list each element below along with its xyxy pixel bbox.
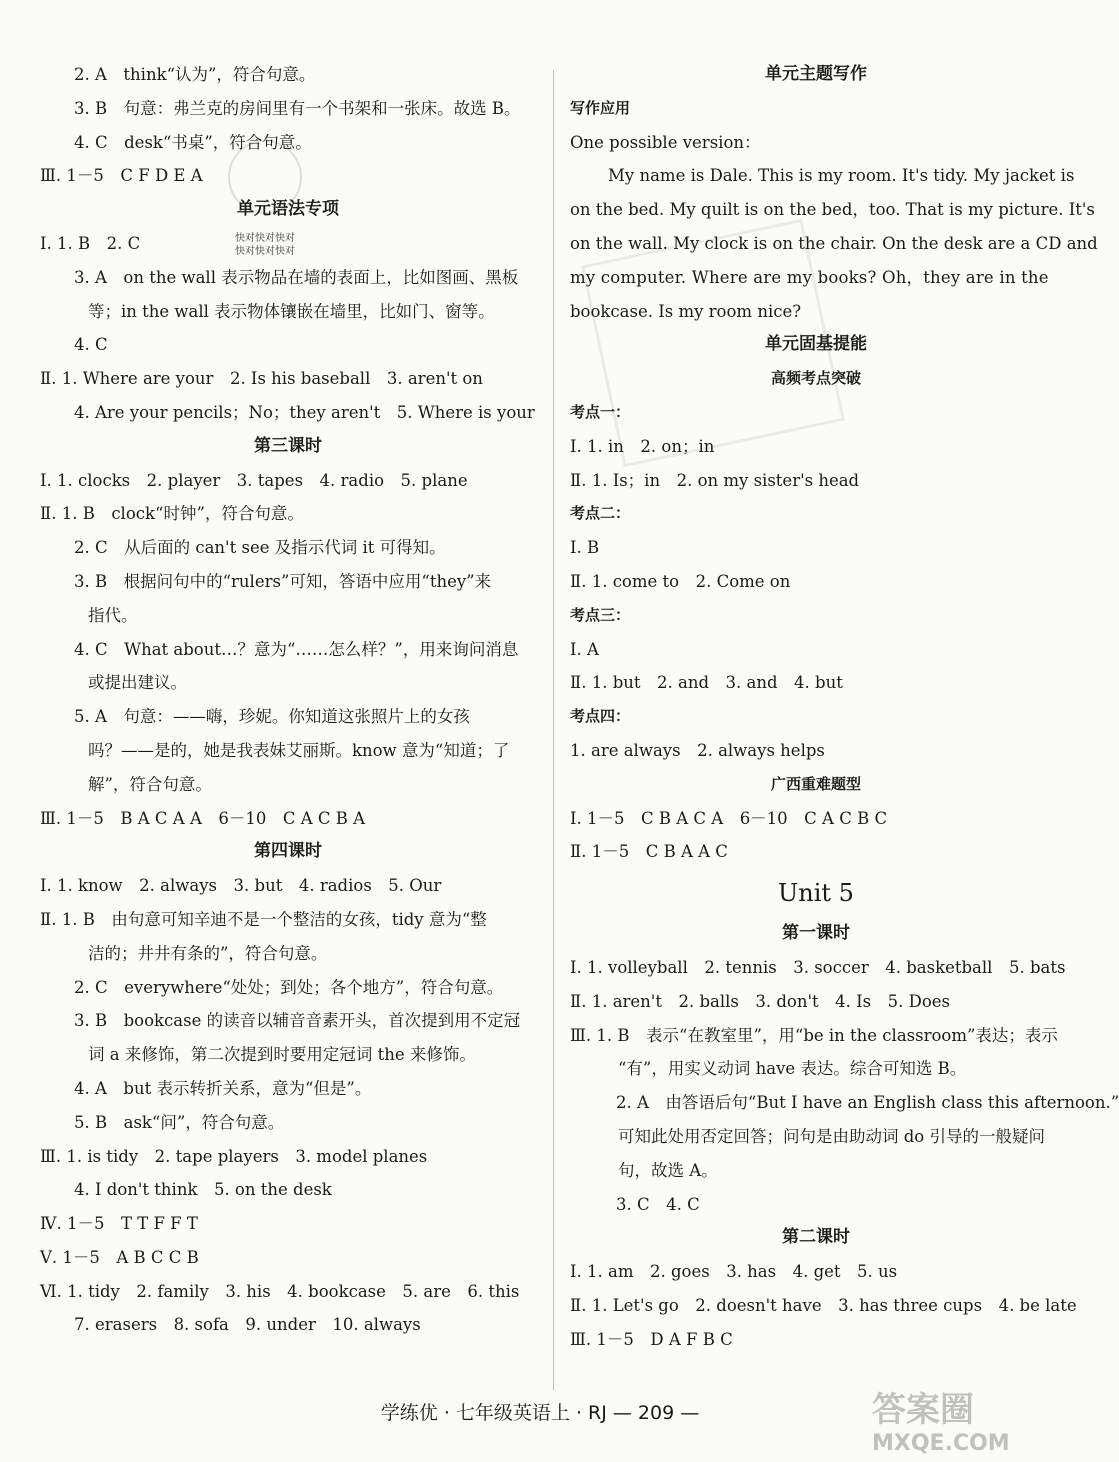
left-line: 4. C What about…？意为“……怎么样？”，用来询问消息 (74, 639, 519, 659)
right-line: Ⅱ. 1. aren't 2. balls 3. don't 4. Is 5. Does (570, 991, 951, 1011)
right-line: 考点三： (570, 605, 631, 624)
left-line: Ⅱ. 1. Where are your 2. Is his baseball 3. aren't on (40, 369, 483, 389)
right-line: 单元固基提能 (765, 334, 867, 355)
right-line: on the wall. My clock is on the chair. On the desk are a CD and (570, 233, 1098, 253)
left-line: 第四课时 (254, 841, 322, 862)
column-divider (553, 70, 554, 1390)
left-line: Ⅱ. 1. B clock“时钟”，符合句意。 (40, 504, 304, 524)
right-line: Ⅱ. 1. Let's go 2. doesn't have 3. has three cups 4. be late (570, 1295, 1077, 1315)
left-line: 洁的；井井有条的”，符合句意。 (88, 943, 328, 963)
right-line: Ⅰ. B (570, 538, 600, 558)
left-line: 4. I don't think 5. on the desk (74, 1180, 332, 1200)
watermark-line-1: 快对快对快对 (235, 233, 295, 244)
right-line: Ⅲ. 1－5 D A F B C (570, 1329, 733, 1349)
site-watermark-logo-icon (872, 1382, 1062, 1456)
right-line: 第二课时 (782, 1227, 850, 1248)
right-line: Ⅲ. 1. B 表示“在教室里”，用“be in the classroom”表达；表示 (570, 1025, 1058, 1045)
left-line: Ⅲ. 1. is tidy 2. tape players 3. model planes (40, 1146, 428, 1166)
left-line: 等；in the wall 表示物体镶嵌在墙里，比如门、窗等。 (88, 301, 495, 321)
left-column (40, 58, 536, 1342)
right-line: 高频考点突破 (770, 369, 861, 388)
right-line: Ⅰ. 1－5 C B A C A 6－10 C A C B C (570, 808, 888, 828)
left-line: Ⅵ. 1. tidy 2. family 3. his 4. bookcase 5. are 6. this (40, 1281, 520, 1301)
right-line: 写作应用 (570, 98, 631, 117)
right-line: Ⅱ. 1. but 2. and 3. and 4. but (570, 673, 843, 693)
right-line: 考点四： (570, 707, 631, 726)
right-line: Ⅱ. 1－5 C B A A C (570, 842, 728, 862)
left-line: 3. B 句意：弗兰克的房间里有一个书架和一张床。故选 B。 (74, 98, 521, 118)
left-line: 5. A 句意：——嗨，珍妮。你知道这张照片上的女孩 (74, 707, 470, 727)
right-line: “有”，用实义动词 have 表达。综合可知选 B。 (618, 1059, 967, 1079)
left-line: 5. B ask“问”，符合句意。 (74, 1112, 285, 1132)
right-line: my computer. Where are my books? Oh，they are in the (570, 267, 1049, 287)
right-line: Ⅰ. 1. in 2. on；in (570, 436, 715, 456)
left-line: 2. C 从后面的 can't see 及指示代词 it 可得知。 (74, 538, 446, 558)
left-line: Ⅳ. 1－5 T T F F T (40, 1214, 198, 1234)
left-line: 4. Are your pencils；No；they aren't 5. Where is your (74, 402, 535, 422)
left-line: 吗？——是的，她是我表妹艾丽斯。know 意为“知道；了 (88, 740, 510, 760)
right-line: Ⅰ. 1. volleyball 2. tennis 3. soccer 4. basketball 5. bats (570, 957, 1066, 977)
right-line: 2. A 由答语后句“But I have an English class this afternoon.” (616, 1093, 1119, 1113)
site-watermark-text-2: MXQE.COM (872, 1431, 1010, 1456)
left-line: 3. A on the wall 表示物品在墙的表面上，比如图画、黑板 (74, 267, 519, 287)
left-line: 4. A but 表示转折关系，意为“但是”。 (74, 1078, 372, 1098)
right-line: My name is Dale. This is my room. It's tidy. My jacket is (608, 166, 1075, 186)
right-line: bookcase. Is my room nice? (570, 301, 802, 321)
right-line: 3. C 4. C (616, 1194, 700, 1214)
left-line: 2. A think“认为”，符合句意。 (74, 65, 316, 84)
left-line: 词 a 来修饰，第二次提到时要用定冠词 the 来修饰。 (88, 1045, 476, 1065)
right-line: 句，故选 A。 (618, 1160, 718, 1180)
left-line: Ⅲ. 1－5 B A C A A 6－10 C A C B A (40, 808, 366, 828)
right-line: Ⅱ. 1. come to 2. Come on (570, 571, 791, 591)
right-line: Unit 5 (778, 879, 854, 908)
right-line: 第一课时 (782, 923, 850, 944)
right-line: Ⅰ. 1. am 2. goes 3. has 4. get 5. us (570, 1262, 898, 1282)
left-line: 指代。 (88, 605, 138, 625)
right-line: 1. are always 2. always helps (570, 740, 825, 760)
page-footer: 学练优 · 七年级英语上 · RJ — 209 — (380, 1402, 700, 1424)
right-column (570, 58, 1119, 1356)
left-line: Ⅴ. 1－5 A B C C B (40, 1247, 199, 1267)
left-line: 7. erasers 8. sofa 9. under 10. always (74, 1315, 421, 1335)
watermark-line-2: 快对快对快对 (235, 246, 295, 257)
left-line: 或提出建议。 (88, 673, 187, 693)
left-line: Ⅰ. 1. clocks 2. player 3. tapes 4. radio 5. plane (40, 470, 468, 490)
left-line: 3. B 根据问句中的“rulers”可知，答语中应用“they”来 (74, 571, 492, 591)
left-line: 3. B bookcase 的读音以辅音音素开头，首次提到用不定冠 (74, 1011, 521, 1031)
left-line: 单元语法专项 (237, 199, 339, 220)
right-line: 考点二： (570, 504, 631, 523)
left-line: Ⅰ. 1. B 2. C (40, 233, 141, 253)
left-line: Ⅰ. 1. know 2. always 3. but 4. radios 5. Our (40, 876, 442, 896)
right-line: 考点一： (570, 402, 631, 421)
left-line: 2. C everywhere“处处；到处；各个地方”，符合句意。 (74, 977, 504, 997)
right-line: Ⅱ. 1. Is；in 2. on my sister's head (570, 470, 860, 490)
left-line: 4. C (74, 335, 108, 355)
left-line: Ⅱ. 1. B 由句意可知辛迪不是一个整洁的女孩，tidy 意为“整 (40, 909, 487, 929)
left-line: Ⅲ. 1－5 C F D E A (40, 166, 203, 186)
right-line: Ⅰ. A (570, 639, 599, 659)
right-line: 广西重难题型 (770, 774, 861, 793)
left-line: 解”，符合句意。 (88, 774, 212, 794)
left-line: 第三课时 (254, 435, 322, 456)
left-line: 4. C desk“书桌”，符合句意。 (74, 132, 312, 152)
site-watermark-text-1: 答案圈 (872, 1390, 974, 1430)
right-line: on the bed. My quilt is on the bed，too. That is my picture. It's (570, 200, 1095, 220)
right-line: 可知此处用否定回答；问句是由助动词 do 引导的一般疑问 (618, 1126, 1045, 1146)
right-line: One possible version： (570, 132, 761, 152)
right-line: 单元主题写作 (765, 64, 867, 84)
